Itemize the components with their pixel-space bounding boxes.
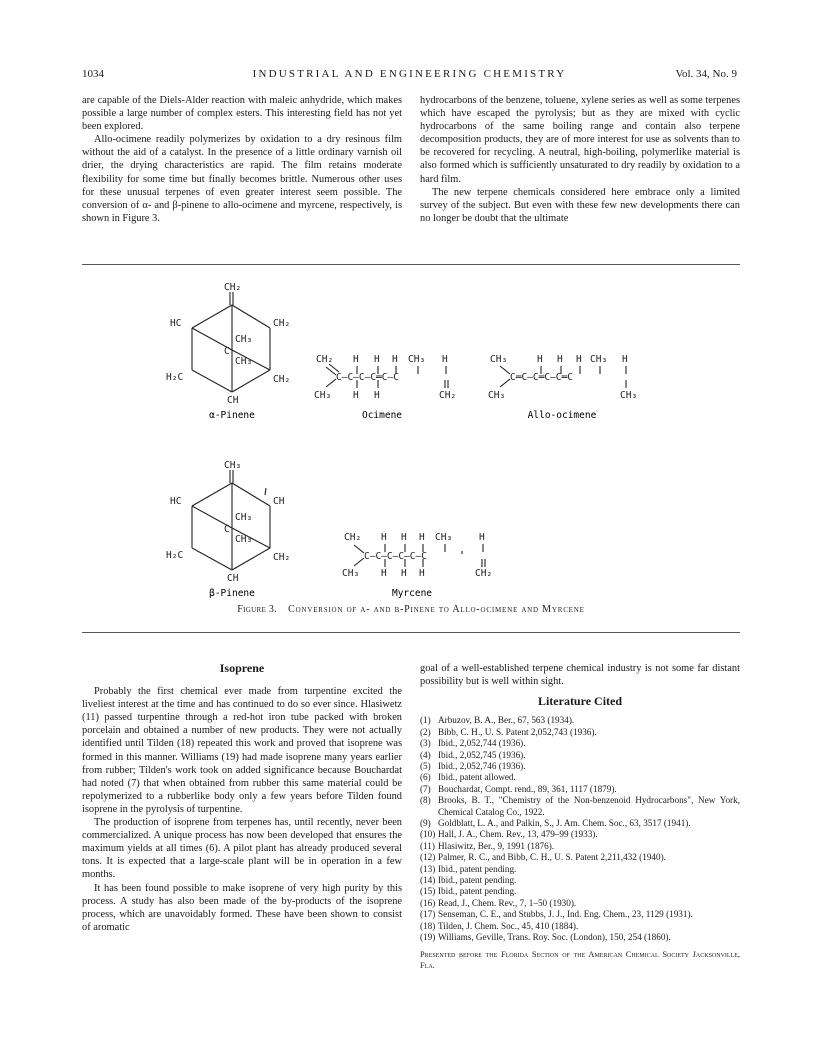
paragraph: Probably the first chemical ever made from turpentine excited the liveliest interest at the time and has continued to do so ever since. Hlasiwetz (11) passed turpentine through a red-hot iron tube packed with broken porcelain and obtained a number of new products. They were not actually identified until Tilden (18) repeated this work and proved that isoprene was formed in this manner. Williams (19) had made isoprene many years earlier from rubber; Tilden's work took on added significance because Bouchardat had noted (7) that when obtained from rubber this same material could be repolymerized to a rubberlike body only a few years before Tilden found isoprene in the pyrolysis of turpentine. (82, 686, 402, 815)
paragraph: Allo-ocimene readily polymerizes by oxidation to a dry resinous film without the aid of a catalyst. In the presence of a little ordinary varnish oil drier, the drying characteristics are rapid. The film retains moderate flexibility for some time but finally becomes brittle. Numerous other uses for these unusual terpenes of even greater interest seem possible. The conversion of α- and β-pinene to allo-ocimene and myrcene, respectively, is shown in Figure 3. (82, 134, 402, 224)
top-right-column (420, 94, 740, 225)
reference-item (420, 795, 740, 818)
reference-number: (3) (420, 738, 431, 749)
atom-label: CH₂ (273, 374, 291, 385)
figure-caption (82, 604, 740, 615)
reference-text: Ibid., 2,052,746 (1936). (438, 760, 526, 771)
reference-number: (9) (420, 817, 431, 828)
atom-label: H₂C (166, 372, 184, 383)
ocimene-bottom-2: H (353, 390, 359, 401)
reference-text: Tilden, J. Chem. Soc., 45, 410 (1884). (438, 920, 579, 931)
reference-item (420, 738, 740, 749)
atom-label: CH₃ (235, 356, 253, 367)
reference-item (420, 784, 740, 795)
isoprene-heading: Isoprene (219, 661, 265, 675)
reference-text: Hlasiwitz, Ber., 9, 1991 (1876). (438, 840, 555, 851)
allo-top-3: H (557, 354, 563, 365)
allo-top-4: H (576, 354, 582, 365)
paragraph: The new terpene chemicals considered here embrace only a limited survey of the subject. But even with these few new developments there can no longer be doubt that the ultimate (420, 186, 740, 224)
beta-pinene-label: β-Pinene (209, 588, 255, 599)
paragraph: goal of a well-established terpene chemical industry is not some far distant possibility but is well within sight. (420, 663, 740, 688)
reference-item (420, 772, 740, 783)
allo-top-2: H (537, 354, 543, 365)
reference-number: (12) (420, 852, 436, 863)
reference-number: (15) (420, 886, 436, 897)
myrcene-top-2: H (381, 532, 387, 543)
myrcene-bottom-4: H (419, 568, 425, 579)
reference-item (420, 875, 740, 886)
reference-number: (4) (420, 749, 431, 760)
reference-text: Senseman, C. E., and Stubbs, J. J., Ind. Eng. Chem., 23, 1129 (1931). (438, 909, 693, 920)
journal-title: INDUSTRIAL AND ENGINEERING CHEMISTRY (252, 68, 567, 80)
ocimene-chain: C—C—C—C═C—C (336, 372, 399, 383)
atom-label: CH₂ (273, 318, 291, 329)
alpha-pinene-label: α-Pinene (209, 410, 255, 421)
page-number: 1034 (82, 68, 104, 80)
figure-top-rule (82, 264, 740, 265)
reference-item (420, 932, 740, 943)
reference-text: Brooks, B. T., "Chemistry of the Non-benzenoid Hydrocarbons", New York, Chemical Catalog Co., 1922. (438, 795, 740, 817)
allo-top-5: CH₃ (590, 354, 608, 365)
myrcene-bottom-2: H (381, 568, 387, 579)
reference-text: Goldblatt, L. A., and Palkin, S., J. Am. Chem. Soc., 63, 3517 (1941). (438, 817, 691, 828)
ocimene-bottom-1: CH₃ (314, 390, 332, 401)
ocimene-top-3: H (374, 354, 380, 365)
atom-label: CH (227, 395, 239, 406)
reference-item (420, 750, 740, 761)
paragraph: hydrocarbons of the benzene, toluene, xylene series as well as some terpenes which have escaped the pyrolysis; but as they are mixed with cyclic hydrocarbons of the same boiling range and contain also terpene decomposition products, they are of more interest for use as solvents than to be recovered for recycling. A neutral, high-boiling, polymerlike material is also formed which is sufficiently unsaturated to dry readily by oxidation to a hard film. (420, 95, 740, 185)
reference-text: Arbuzov, B. A., Ber., 67, 563 (1934). (438, 715, 575, 726)
atom-label: CH₃ (235, 334, 253, 345)
reference-number: (8) (420, 795, 431, 806)
reference-text: Ibid., patent pending. (438, 874, 517, 885)
reference-text: Palmer, R. C., and Bibb, C. H., U. S. Patent 2,211,432 (1940). (438, 852, 666, 863)
ocimene-top-1: CH₂ (316, 354, 334, 365)
paragraph: It has been found possible to make isoprene of very high purity by this process. A study has also been made of the by-products of the isoprene process, which are unavoidably formed. These have been shown to consist of aromatic (82, 882, 402, 933)
atom-label: H₂C (166, 550, 184, 561)
bottom-right-column (420, 662, 740, 971)
ocimene-bottom-4: CH₂ (439, 390, 457, 401)
reference-text: Ibid., patent pending. (438, 863, 517, 874)
reference-text: Hall, J. A., Chem. Rev., 13, 479–99 (1933). (438, 829, 598, 840)
atom-label: CH₃ (235, 512, 253, 523)
atom-label: CH₃ (235, 534, 253, 545)
reference-number: (6) (420, 772, 431, 783)
ocimene-label: Ocimene (361, 410, 403, 421)
reference-text: Ibid., 2,052,744 (1936). (438, 738, 526, 749)
reference-text: Ibid., patent allowed. (438, 772, 516, 783)
allo-bottom-1: CH₃ (488, 390, 506, 401)
reference-number: (7) (420, 783, 431, 794)
atom-label: CH₂ (273, 552, 291, 563)
reference-number: (5) (420, 760, 431, 771)
ocimene-top-5: CH₃ (408, 354, 426, 365)
reference-number: (14) (420, 874, 436, 885)
atom-label: CH (227, 573, 239, 584)
reference-item (420, 886, 740, 897)
reference-number: (10) (420, 829, 436, 840)
figure-caption-number: Figure 3. (237, 604, 277, 615)
reference-item (420, 909, 740, 920)
reference-item (420, 921, 740, 932)
reference-text: Bibb, C. H., U. S. Patent 2,052,743 (1936). (438, 726, 597, 737)
atom-label: HC (170, 318, 182, 329)
reference-item (420, 818, 740, 829)
figure-3-structures (82, 270, 740, 600)
atom-label: CH₃ (224, 460, 242, 471)
reference-number: (1) (420, 715, 431, 726)
myrcene-bottom-5: CH₂ (475, 568, 493, 579)
reference-item (420, 715, 740, 726)
reference-item (420, 727, 740, 738)
reference-item (420, 852, 740, 863)
figure-caption-title: Conversion of α- and β-Pinene to Allo-ocimene and Myrcene (288, 604, 585, 615)
figure-bottom-rule (82, 632, 740, 633)
reference-number: (2) (420, 726, 431, 737)
ocimene-bottom-3: H (374, 390, 380, 401)
myrcene-top-6: H (479, 532, 485, 543)
figure-3 (82, 270, 740, 600)
allo-chain: C═C—C═C—C═C (510, 372, 573, 383)
reference-number: (19) (420, 932, 436, 942)
allo-bottom-2: CH₃ (620, 390, 638, 401)
ocimene-top-2: H (353, 354, 359, 365)
volume-issue: Vol. 34, No. 9 (675, 68, 737, 80)
allo-top-1: CH₃ (490, 354, 508, 365)
references-list (420, 715, 740, 943)
reference-text: Ibid., patent pending. (438, 886, 517, 897)
atom-label: HC (170, 496, 182, 507)
reference-item (420, 761, 740, 772)
paragraph: are capable of the Diels-Alder reaction with maleic anhydride, which makes possible a large number of complex esters. This interesting field has not yet been explored. (82, 95, 402, 133)
reference-number: (16) (420, 897, 436, 908)
reference-text: Ibid., 2,052,745 (1936). (438, 749, 526, 760)
reference-text: Read, J., Chem. Rev., 7, 1–50 (1930). (438, 897, 577, 908)
ocimene-top-4: H (392, 354, 398, 365)
reference-number: (17) (420, 909, 436, 920)
atom-label: CH (273, 496, 285, 507)
reference-number: (11) (420, 840, 435, 851)
myrcene-label: Myrcene (391, 588, 433, 599)
atom-label: CH₂ (224, 282, 242, 293)
reference-number: (18) (420, 920, 436, 931)
myrcene-top-5: CH₃ (435, 532, 453, 543)
presentation-footnote: Presented before the Florida Section of the American Chemical Society Jacksonville, Fla. (420, 950, 740, 971)
reference-item (420, 898, 740, 909)
top-left-column (82, 94, 402, 225)
ocimene-top-6: H (442, 354, 448, 365)
reference-item (420, 864, 740, 875)
myrcene-bottom-1: CH₃ (342, 568, 360, 579)
reference-number: (13) (420, 863, 436, 874)
atom-label: C (224, 346, 230, 357)
paragraph: The production of isoprene from terpenes has, until recently, never been commercialized. A unique process has now been developed that ensures the maximum yields at all times (6). A pilot plant has already produced several tons. It is expected that a large-scale plant will be in operation in a few months. (82, 817, 402, 881)
reference-text: Bouchardat, Compt. rend., 89, 361, 1117 (1879). (438, 783, 617, 794)
allo-top-6: H (622, 354, 628, 365)
reference-text: Williams, Geville, Trans. Roy. Soc. (London), 150, 254 (1860). (438, 932, 671, 942)
myrcene-top-4: H (419, 532, 425, 543)
atom-label: C (224, 524, 230, 535)
myrcene-top-3: H (401, 532, 407, 543)
reference-item (420, 841, 740, 852)
isoprene-section (82, 662, 402, 934)
myrcene-chain: C—C—C—C—C—C (364, 551, 427, 562)
allo-ocimene-label: Allo-ocimene (527, 410, 597, 421)
literature-heading: Literature Cited (537, 694, 623, 709)
reference-item (420, 829, 740, 840)
myrcene-bottom-3: H (401, 568, 407, 579)
myrcene-top-1: CH₂ (344, 532, 362, 543)
